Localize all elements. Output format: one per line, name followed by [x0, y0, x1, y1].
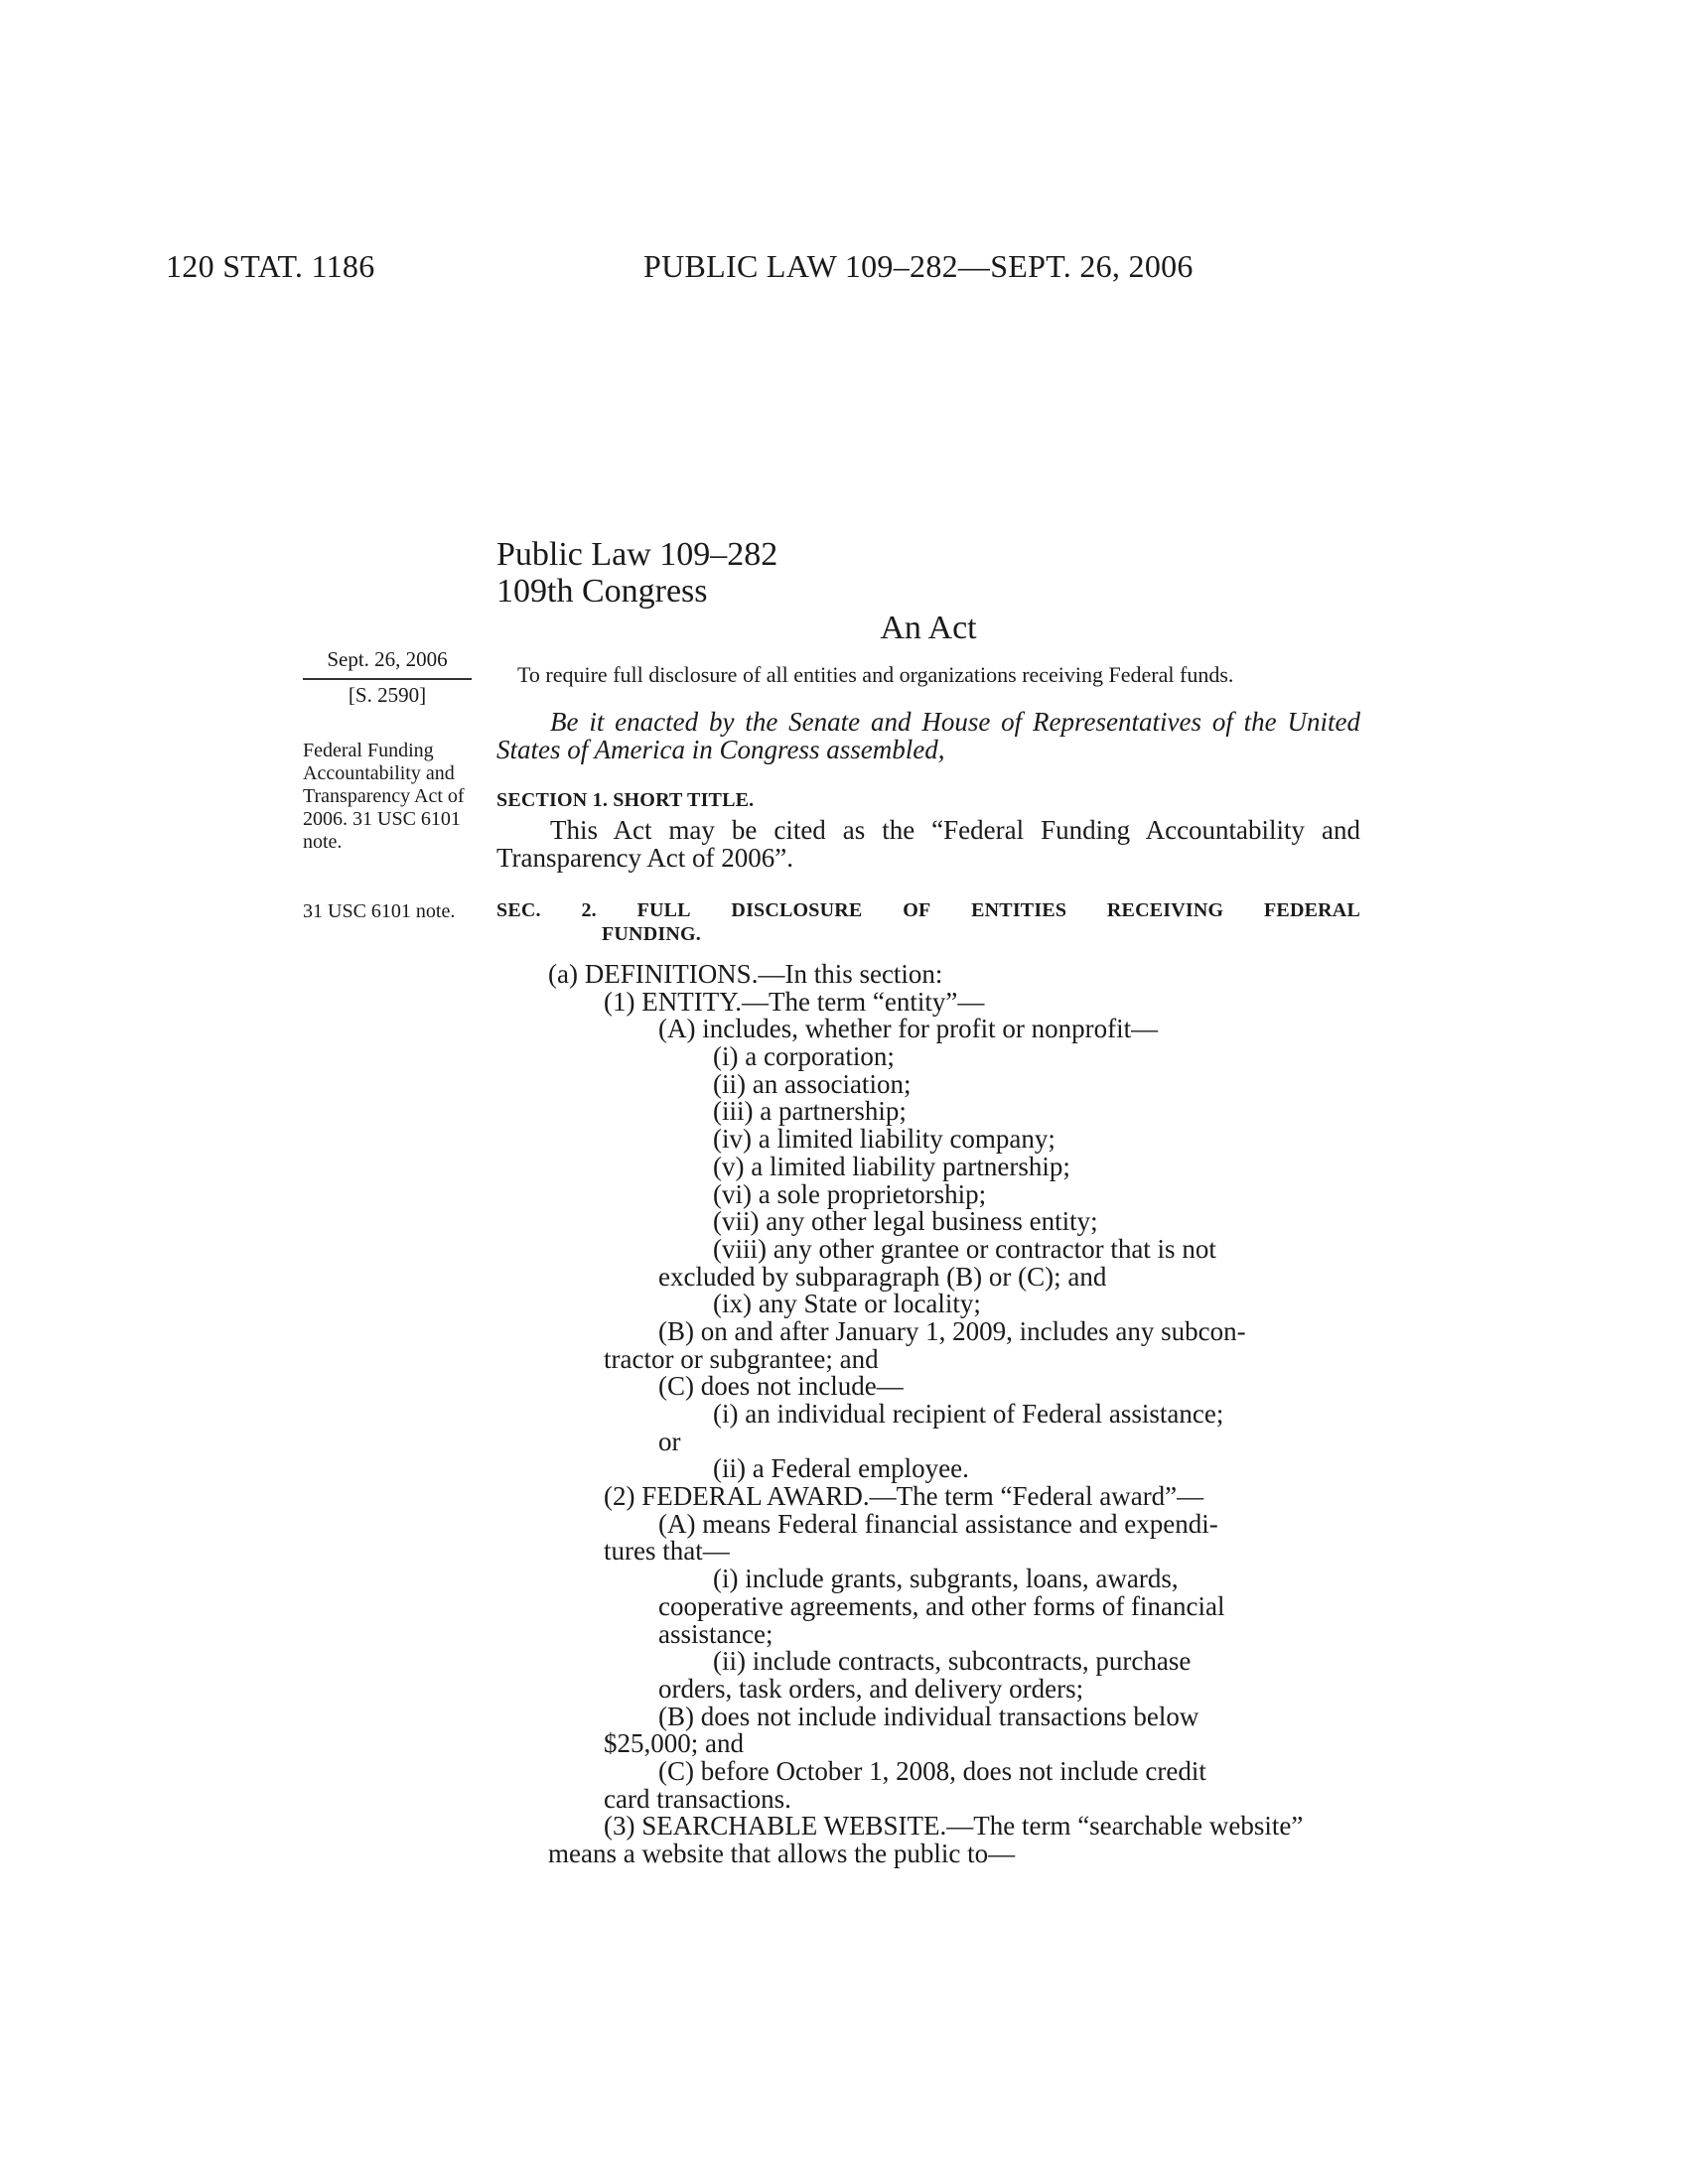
subparagraph-1C: (C) does not include—	[658, 1371, 904, 1402]
margin-note-usc: 31 USC 6101 note.	[303, 900, 456, 922]
running-header-left: 120 STAT. 1186	[166, 248, 375, 284]
clause-2Aii-line-2: orders, task orders, and delivery orders;	[658, 1673, 1084, 1704]
subsection-a: (a) DEFINITIONS.—In this section:	[548, 959, 943, 989]
section-1-text: This Act may be cited as the “Federal Funding Accountability and Transparency Act of 2006”.	[496, 815, 1360, 873]
clause-1Aii: (ii) an association;	[713, 1068, 912, 1099]
paragraph-3-line-2: means a website that allows the public to—	[548, 1839, 1016, 1868]
margin-note-short-title: Federal Funding Accountability and Transparency Act of 2006. 31 USC 6101 note.	[303, 740, 465, 853]
section-2-body	[496, 961, 1360, 1868]
clause-1Aviii-line-2: excluded by subparagraph (B) or (C); and	[658, 1261, 1107, 1292]
clause-1Ai: (i) a corporation;	[713, 1041, 895, 1072]
clause-1Avii: (vii) any other legal business entity;	[713, 1206, 1098, 1237]
margin-rule	[303, 678, 472, 680]
subparagraph-1B-line-1: (B) on and after January 1, 2009, includes any subcon-	[658, 1315, 1246, 1346]
margin-bill-number: [S. 2590]	[348, 683, 427, 707]
margin-date: Sept. 26, 2006	[327, 647, 448, 671]
heading-word: FEDERAL	[1264, 899, 1360, 921]
clause-1Ci-line-2: or	[658, 1426, 681, 1456]
clause-2Aii-line-1: (ii) include contracts, subcontracts, purchase	[713, 1646, 1192, 1677]
clause-1Avi: (vi) a sole proprietorship;	[713, 1178, 987, 1209]
heading-word: ENTITIES	[971, 899, 1067, 921]
clause-1Aix: (ix) any State or locality;	[713, 1289, 981, 1319]
heading-word: RECEIVING	[1106, 899, 1224, 921]
subparagraph-2C-line-1: (C) before October 1, 2008, does not include credit	[658, 1755, 1206, 1786]
clause-2Ai-line-3: assistance;	[658, 1618, 774, 1649]
subparagraph-1A: (A) includes, whether for profit or nonprofit—	[658, 1014, 1159, 1044]
paragraph-3-line-1: (3) SEARCHABLE WEBSITE.—The term “searchable website”	[604, 1811, 1304, 1842]
heading-word: 2.	[581, 899, 597, 921]
clause-1Aiii: (iii) a partnership;	[713, 1096, 907, 1127]
clause-2Ai-line-2: cooperative agreements, and other forms of financial	[658, 1590, 1225, 1621]
congress: 109th Congress	[496, 573, 708, 610]
heading-word: DISCLOSURE	[731, 899, 863, 921]
section-2-heading	[496, 898, 1360, 946]
subparagraph-2C-line-2: card transactions.	[604, 1783, 791, 1814]
enacting-clause	[496, 708, 1360, 763]
section-1-heading: SECTION 1. SHORT TITLE.	[496, 789, 755, 811]
clause-1Cii: (ii) a Federal employee.	[713, 1453, 969, 1484]
section-2-heading-line-1	[496, 898, 1360, 922]
section-2-heading-line-2: FUNDING.	[602, 923, 701, 945]
paragraph-2: (2) FEDERAL AWARD.—The term “Federal award”—	[604, 1481, 1204, 1512]
subparagraph-2B-line-1: (B) does not include individual transactions below	[658, 1701, 1199, 1731]
clause-2Ai-line-1: (i) include grants, subgrants, loans, awards,	[713, 1564, 1179, 1594]
an-act-heading: An Act	[880, 610, 977, 646]
subparagraph-2B-line-2: $25,000; and	[604, 1728, 744, 1759]
paragraph-1: (1) ENTITY.—The term “entity”—	[604, 986, 985, 1017]
enacting-text: Be it enacted by the Senate and House of Representatives of the United States of America in Congress assembled,	[496, 707, 1360, 764]
heading-word: SEC.	[496, 899, 541, 921]
clause-1Av: (v) a limited liability partnership;	[713, 1151, 1070, 1181]
subparagraph-2A-line-1: (A) means Federal financial assistance and expendi-	[658, 1508, 1218, 1539]
heading-word: OF	[903, 899, 931, 921]
clause-1Ci-line-1: (i) an individual recipient of Federal assistance;	[713, 1399, 1224, 1429]
subparagraph-1B-line-2: tractor or subgrantee; and	[604, 1343, 879, 1374]
heading-word: FULL	[636, 899, 691, 921]
clause-1Aviii-line-1: (viii) any other grantee or contractor that is not	[713, 1233, 1216, 1264]
clause-1Aiv: (iv) a limited liability company;	[713, 1124, 1055, 1155]
purpose-clause: To require full disclosure of all entities and organizations receiving Federal funds.	[517, 662, 1234, 687]
law-number: Public Law 109–282	[496, 536, 778, 573]
subparagraph-2A-line-2: tures that—	[604, 1536, 730, 1567]
running-header-right: PUBLIC LAW 109–282—SEPT. 26, 2006	[643, 248, 1194, 284]
